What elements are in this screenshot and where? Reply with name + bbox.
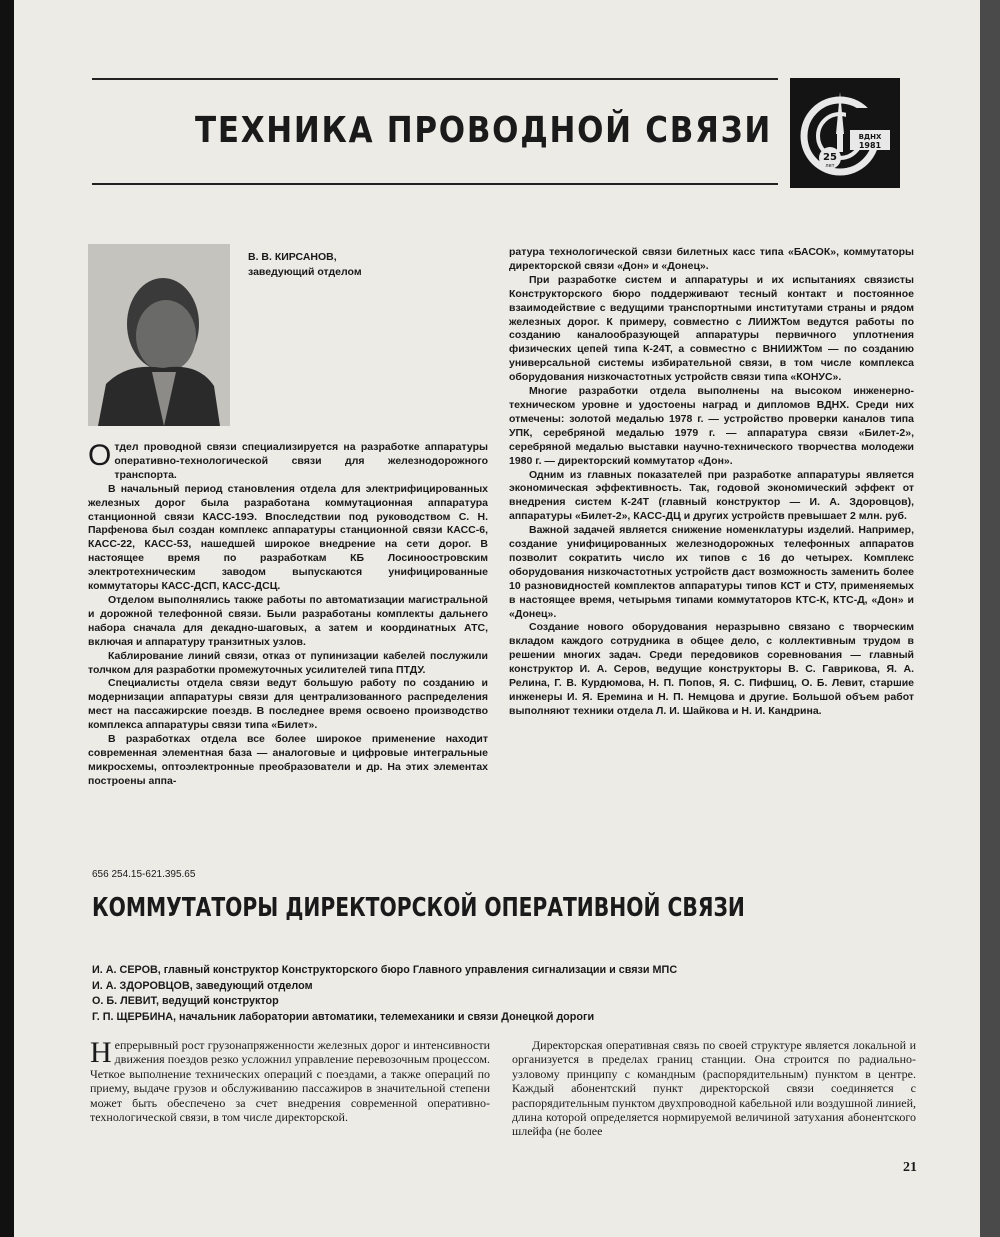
header-rule-bottom <box>92 183 778 185</box>
author-line: Г. П. ЩЕРБИНА, начальник лаборатории автоматики, телемеханики и связи Донецкой дороги <box>92 1010 595 1023</box>
header-rule-top <box>92 78 778 80</box>
article2-paragraph: Непрерывный рост грузонапряженности железных дорог и интенсивности движения поездов резко усложнил управление перевозочным процессом. Четкое выполнение технических операций с поездами, а также операций по приему, выдаче грузов и обслуживанию пассажиров в значительной степени может быть обеспечено за счет внедрения современной оперативно-технологической связи, в том числе директорской. <box>90 1036 490 1125</box>
article1-paragraph: Важной задачей является снижение номенклатуры изделий. Например, создание унифицированных железнодорожных телефонных аппаратов позволит сократить число их типов с 16 до четырех. Комплекс оборудования низкочастотных устройств даст возможность заменить более 10 разновидностей комплектов аппаратуры типов КСТ и СТУ, применяемых в настоящее время, четырьмя типами коммутаторов КТС-К, КТС-Д, «Дон» и «Донец». <box>509 524 914 620</box>
article1-paragraph: Каблирование линий связи, отказ от пупинизации кабелей послужили толчком для разработки промежуточных усилителей типа ПТДУ. <box>88 649 488 676</box>
logo-text-year: 1981 <box>858 141 882 150</box>
article1-paragraph: Специалисты отдела связи ведут большую работу по созданию и модернизации аппаратуры связи для централизованного распределения мест на пассажирские поездв. В последнее время освоено производство комплекса аппаратуры связи типа «Билет». <box>88 677 488 732</box>
logo-text-num: 25 <box>823 152 837 163</box>
author-line: И. А. СЕРОВ, главный конструктор Конструкторского бюро Главного управления сигнализации и связи МПС <box>92 964 678 976</box>
article2-right-column <box>512 1038 916 1139</box>
article1-left-column <box>88 441 488 789</box>
author-name: В. В. КИРСАНОВ, <box>248 251 337 263</box>
article1-paragraph: В начальный период становления отдела для электрифицированных железных дорог была разработана коммутационная аппаратура станционной связи КАСС-19Э. Впоследствии под руководством С. Н. Парфенова был создан комплекс аппаратуры станционной связи КАСС-6, КАСС-22, КАСС-53, нашедшей широкое внедрение на сети дорог. В настоящее время по разработкам КБ Лосиноостровским электротехническим заводом выпускаются унифицированные коммутаторы КАСС-ДСП, КАСС-ДСЦ. <box>88 482 488 593</box>
author-line: О. Б. ЛЕВИТ, ведущий конструктор <box>92 995 279 1007</box>
article2-left-column <box>90 1038 490 1124</box>
scan-left-edge <box>0 0 14 1237</box>
article1-paragraph: В разработках отдела все более широкое применение находит современная элементная база — аналоговые и цифровые интегральные микросхемы, оптоэлектронные преобразователи и др. На этих элементах построены аппа- <box>88 733 488 787</box>
udc-code: 656 254.15-621.395.65 <box>92 869 196 880</box>
article1-right-column <box>509 246 914 719</box>
article2-title: КОММУТАТОРЫ ДИРЕКТОРСКОЙ ОПЕРАТИВНОЙ СВЯЗИ <box>92 893 745 923</box>
dropcap: Н <box>90 1036 112 1069</box>
dropcap: О <box>88 439 112 472</box>
author-byline <box>248 250 362 280</box>
author-line: И. А. ЗДОРОВЦОВ, заведующий отделом <box>92 979 313 992</box>
article1-paragraph: Многие разработки отдела выполнены на высоком инженерно-техническом уровне и удостоены наград и дипломов ВДНХ. Среди них отмечены: золотой медалью 1978 г. — устройство проверки каналов типа УПК, серебряной медалью 1979 г. — аппаратура связи «Билет-2», серебряной медалью выставки научно-технического творчества молодежи 1980 г. — директорский коммутатор «Дон». <box>509 385 914 467</box>
article2-authors <box>92 963 677 1025</box>
vdnh-emblem-icon <box>790 78 900 188</box>
article1-paragraph: Одним из главных показателей при разработке аппаратуры является экономическая эффективность. Так, годовой экономический эффект от внедрения систем К-24Т (главный конструктор — И. А. Здоровцов), аппаратуры «Билет-2», КАСС-ДЦ и других устройств превышает 2 млн. руб. <box>509 468 914 523</box>
article2-paragraph: Директорская оперативная связь по своей структуре является локальной и организуется в пределах границ станции. Она строится по радиально-узловому принципу с командным (распорядительным) пунктом в центре. Каждый абонентский пункт директорской связи соединяется с распорядительным пунктом двухпроводной кабельной или воздушной линией, длина которой определяется нормируемой величиной затухания абонентского шлейфа (не более <box>512 1038 916 1139</box>
section-title: ТЕХНИКА ПРОВОДНОЙ СВЯЗИ <box>195 110 772 151</box>
logo-text-top: ВДНХ <box>858 133 882 141</box>
author-portrait-icon <box>88 244 230 426</box>
page-number: 21 <box>903 1160 917 1175</box>
article1-paragraph: Создание нового оборудования неразрывно связано с творческим вкладом каждого сотрудника в общее дело, с коллективным трудом в решении многих задач. Среди передовиков соревнования — главный конструктор И. А. Серов, ведущие конструкторы В. С. Гаврикова, Я. А. Релина, Г. В. Курдюмова, Н. П. Попов, Я. С. Пифшиц, О. Б. Левит, старшие инженеры И. Я. Еремина и Н. П. Немцова и другие. Большой объем работ выполняют техники отдела Л. И. Шайкова и Н. И. Кандрина. <box>509 621 914 717</box>
article1-paragraph: Отделом выполнялись также работы по автоматизации магистральной и дорожной телефонной связи. Были разработаны комплекты дальнего набора сначала для декадно-шаговых, а затем и координатных АТС, включая и аппаратуру транзитных узлов. <box>88 593 488 648</box>
article1-paragraph: Отдел проводной связи специализируется на разработке аппаратуры оперативно-технологической связи для железнодорожного транспорта. <box>88 439 488 481</box>
scan-right-edge <box>980 0 1000 1237</box>
logo-text-sub: лет <box>825 163 835 169</box>
article1-paragraph: ратура технологической связи билетных касс типа «БАСОК», коммутаторы директорской связи «Дон» и «Донец». <box>509 246 914 272</box>
author-role: заведующий отделом <box>248 266 362 278</box>
article1-paragraph: При разработке систем и аппаратуры и их испытаниях связисты Конструкторского бюро поддерживают тесный контакт и постоянное взаимодействие с ведущими транспортными институтами страны и рядом железных дорог. К примеру, совместно с ЛИИЖТом ведутся работы по созданию каналообразующей аппаратуры первичного уплотнения физических цепей типа К-24Т, а совместно с ВНИИЖТом — по созданию универсальной системы избирательной связи, в том числе комплекса оборудования низкочастотных устройств связи типа «КОНУС». <box>509 273 914 384</box>
